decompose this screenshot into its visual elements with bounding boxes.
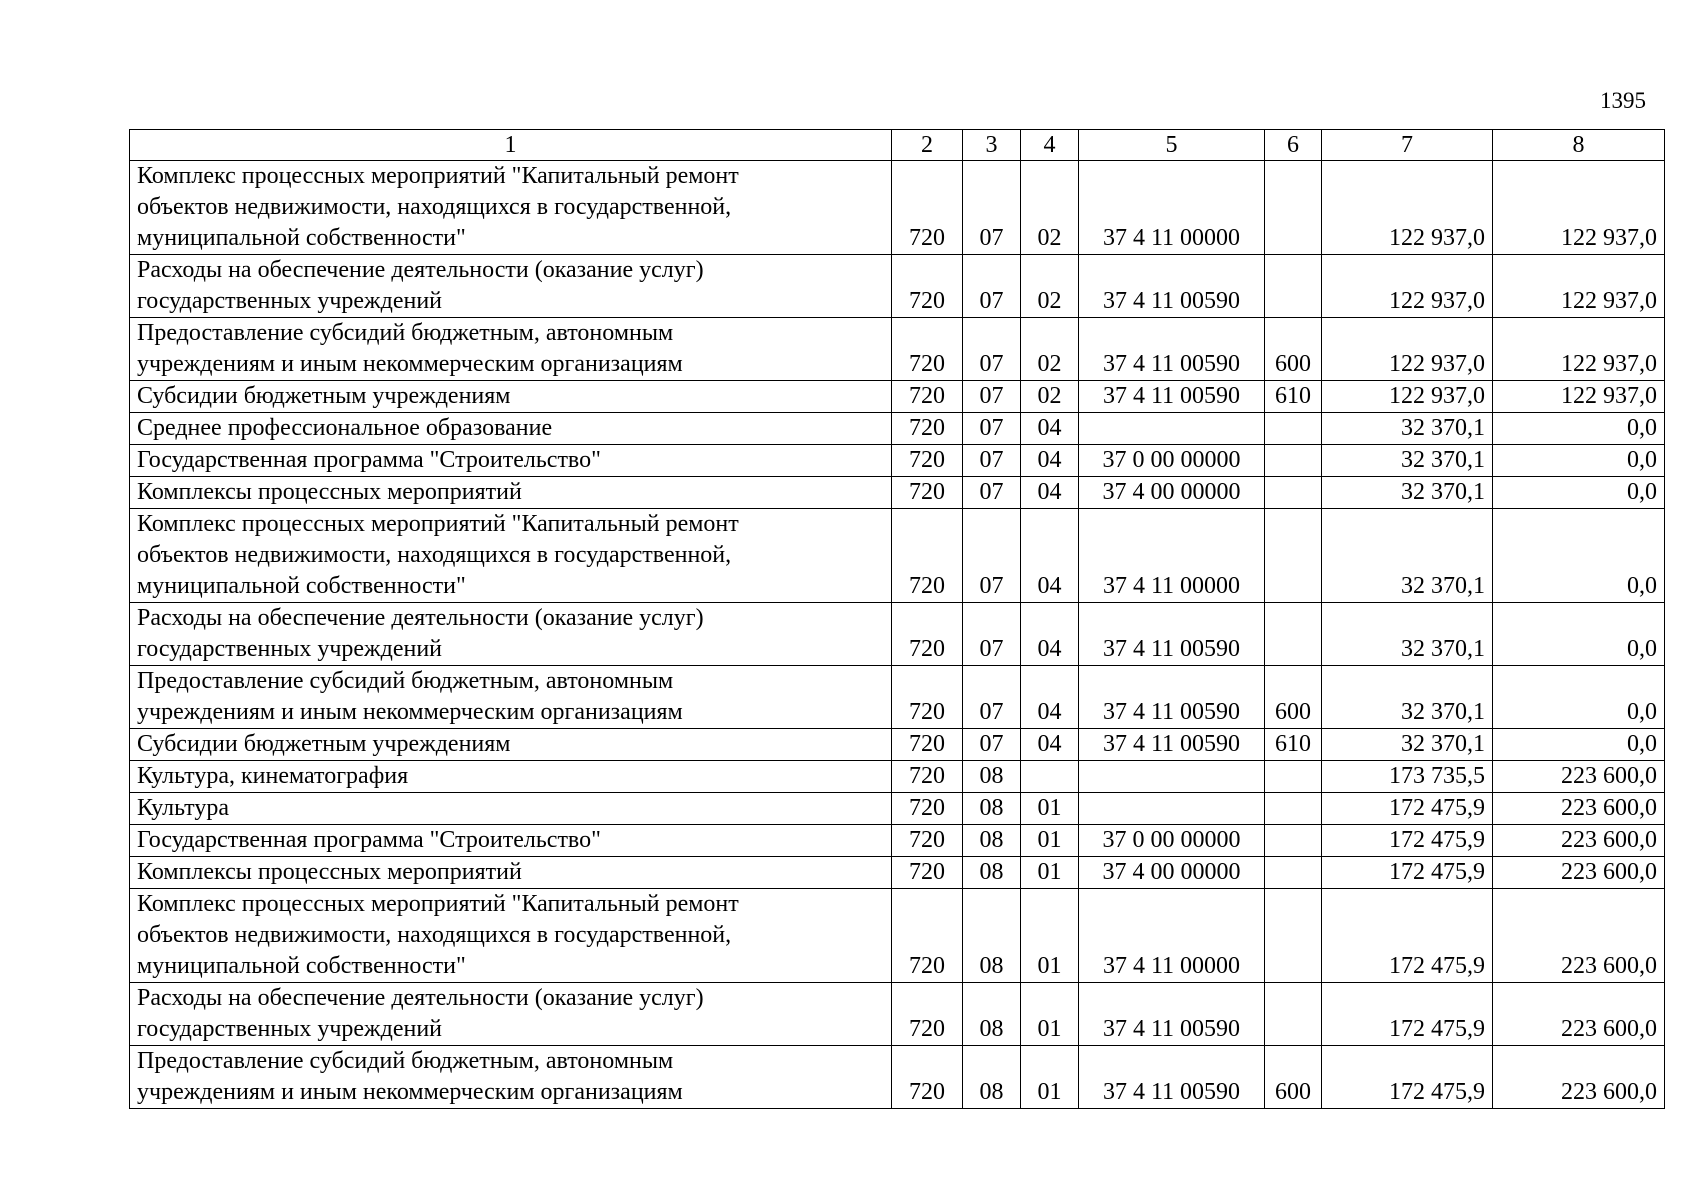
- cell-section: 08: [963, 889, 1021, 983]
- cell-amount-col7: 173 735,5: [1322, 761, 1493, 793]
- cell-amount-col8: 0,0: [1493, 603, 1665, 666]
- cell-name: [130, 445, 892, 477]
- cell-name-line: объектов недвижимости, находящихся в государственной,: [137, 542, 732, 568]
- cell-amount-col8: 0,0: [1493, 509, 1665, 603]
- cell-name-line: государственных учреждений: [137, 1016, 443, 1042]
- cell-amount-col7: 172 475,9: [1322, 983, 1493, 1046]
- cell-admin-code: 720: [892, 793, 963, 825]
- cell-expense-type: [1265, 857, 1322, 889]
- cell-subsection: 04: [1021, 509, 1079, 603]
- header-col-3: 3: [963, 130, 1021, 161]
- cell-subsection: 02: [1021, 381, 1079, 413]
- cell-expense-type: [1265, 983, 1322, 1046]
- cell-amount-col7: 32 370,1: [1322, 445, 1493, 477]
- cell-section: 08: [963, 825, 1021, 857]
- table-row: [130, 729, 1665, 761]
- cell-name: [130, 161, 892, 255]
- cell-amount-col7: 32 370,1: [1322, 603, 1493, 666]
- cell-amount-col7: 172 475,9: [1322, 889, 1493, 983]
- cell-admin-code: 720: [892, 857, 963, 889]
- header-col-8: 8: [1493, 130, 1665, 161]
- cell-name-line: Субсидии бюджетным учреждениям: [137, 731, 511, 757]
- cell-name: [130, 666, 892, 729]
- cell-admin-code: 720: [892, 761, 963, 793]
- cell-subsection: 04: [1021, 445, 1079, 477]
- cell-section: 07: [963, 318, 1021, 381]
- table-row: [130, 1046, 1665, 1109]
- cell-subsection: 01: [1021, 825, 1079, 857]
- cell-name-line: Комплексы процессных мероприятий: [137, 479, 522, 505]
- cell-name-line: Предоставление субсидий бюджетным, автономным: [137, 1048, 674, 1074]
- cell-name-line: муниципальной собственности": [137, 953, 466, 979]
- cell-name-line: Культура: [137, 795, 229, 821]
- cell-target-article: 37 0 00 00000: [1079, 825, 1265, 857]
- cell-target-article: 37 4 11 00590: [1079, 603, 1265, 666]
- cell-name: [130, 477, 892, 509]
- header-row: [130, 130, 1665, 161]
- cell-admin-code: 720: [892, 413, 963, 445]
- cell-amount-col7: 32 370,1: [1322, 509, 1493, 603]
- cell-name-line: объектов недвижимости, находящихся в государственной,: [137, 922, 732, 948]
- cell-name-line: Предоставление субсидий бюджетным, автономным: [137, 668, 674, 694]
- cell-expense-type: 610: [1265, 729, 1322, 761]
- cell-name: [130, 413, 892, 445]
- cell-admin-code: 720: [892, 666, 963, 729]
- cell-section: 07: [963, 509, 1021, 603]
- cell-section: 08: [963, 793, 1021, 825]
- cell-name-line: Комплексы процессных мероприятий: [137, 859, 522, 885]
- cell-name: [130, 825, 892, 857]
- cell-name-line: Расходы на обеспечение деятельности (оказание услуг): [137, 605, 704, 631]
- cell-section: 08: [963, 857, 1021, 889]
- cell-amount-col7: 122 937,0: [1322, 318, 1493, 381]
- cell-subsection: 02: [1021, 255, 1079, 318]
- cell-amount-col8: 0,0: [1493, 477, 1665, 509]
- header-col-7: 7: [1322, 130, 1493, 161]
- cell-name: [130, 729, 892, 761]
- cell-target-article: 37 4 11 00000: [1079, 889, 1265, 983]
- cell-target-article: 37 4 11 00590: [1079, 1046, 1265, 1109]
- cell-name-line: государственных учреждений: [137, 288, 443, 314]
- cell-admin-code: 720: [892, 318, 963, 381]
- cell-admin-code: 720: [892, 445, 963, 477]
- cell-section: 07: [963, 381, 1021, 413]
- cell-subsection: 01: [1021, 1046, 1079, 1109]
- cell-name: [130, 509, 892, 603]
- cell-admin-code: 720: [892, 381, 963, 413]
- table-row: [130, 318, 1665, 381]
- cell-admin-code: 720: [892, 1046, 963, 1109]
- cell-target-article: [1079, 793, 1265, 825]
- cell-name-line: Предоставление субсидий бюджетным, автономным: [137, 320, 674, 346]
- table-row: [130, 413, 1665, 445]
- cell-target-article: 37 4 11 00590: [1079, 983, 1265, 1046]
- cell-target-article: 37 4 00 00000: [1079, 477, 1265, 509]
- table-row: [130, 477, 1665, 509]
- cell-amount-col8: 122 937,0: [1493, 161, 1665, 255]
- table-row: [130, 857, 1665, 889]
- cell-expense-type: [1265, 825, 1322, 857]
- table-row: [130, 509, 1665, 603]
- cell-target-article: 37 4 11 00590: [1079, 381, 1265, 413]
- cell-expense-type: [1265, 793, 1322, 825]
- cell-expense-type: [1265, 889, 1322, 983]
- cell-amount-col8: 122 937,0: [1493, 381, 1665, 413]
- cell-subsection: 01: [1021, 793, 1079, 825]
- cell-amount-col8: 0,0: [1493, 666, 1665, 729]
- cell-section: 07: [963, 477, 1021, 509]
- cell-amount-col8: 223 600,0: [1493, 889, 1665, 983]
- cell-name: [130, 761, 892, 793]
- cell-name-line: государственных учреждений: [137, 636, 443, 662]
- header-col-1: 1: [130, 130, 892, 161]
- cell-name-line: муниципальной собственности": [137, 573, 466, 599]
- cell-name: [130, 318, 892, 381]
- cell-section: 07: [963, 729, 1021, 761]
- cell-amount-col7: 172 475,9: [1322, 857, 1493, 889]
- header-col-4: 4: [1021, 130, 1079, 161]
- cell-amount-col8: 223 600,0: [1493, 761, 1665, 793]
- cell-name: [130, 857, 892, 889]
- cell-amount-col8: 223 600,0: [1493, 983, 1665, 1046]
- cell-subsection: 02: [1021, 161, 1079, 255]
- cell-amount-col8: 122 937,0: [1493, 318, 1665, 381]
- table-header: [130, 130, 1665, 161]
- cell-amount-col8: 223 600,0: [1493, 1046, 1665, 1109]
- cell-target-article: 37 4 00 00000: [1079, 857, 1265, 889]
- table-row: [130, 825, 1665, 857]
- table-row: [130, 666, 1665, 729]
- cell-section: 08: [963, 983, 1021, 1046]
- cell-subsection: 04: [1021, 477, 1079, 509]
- cell-subsection: 04: [1021, 603, 1079, 666]
- cell-name-line: объектов недвижимости, находящихся в государственной,: [137, 194, 732, 220]
- cell-amount-col8: 223 600,0: [1493, 793, 1665, 825]
- cell-section: 07: [963, 413, 1021, 445]
- cell-name-line: Государственная программа "Строительство": [137, 827, 601, 853]
- header-col-6: 6: [1265, 130, 1322, 161]
- cell-name: [130, 793, 892, 825]
- cell-admin-code: 720: [892, 729, 963, 761]
- table-row: [130, 889, 1665, 983]
- cell-admin-code: 720: [892, 889, 963, 983]
- cell-subsection: 01: [1021, 983, 1079, 1046]
- cell-expense-type: 600: [1265, 318, 1322, 381]
- cell-target-article: 37 4 11 00590: [1079, 729, 1265, 761]
- cell-expense-type: 600: [1265, 666, 1322, 729]
- cell-amount-col7: 122 937,0: [1322, 161, 1493, 255]
- cell-name-line: Комплекс процессных мероприятий "Капитальный ремонт: [137, 511, 739, 537]
- cell-section: 08: [963, 761, 1021, 793]
- cell-admin-code: 720: [892, 255, 963, 318]
- cell-subsection: 01: [1021, 857, 1079, 889]
- cell-expense-type: [1265, 413, 1322, 445]
- cell-expense-type: [1265, 603, 1322, 666]
- cell-amount-col8: 122 937,0: [1493, 255, 1665, 318]
- table-row: [130, 381, 1665, 413]
- cell-expense-type: [1265, 255, 1322, 318]
- cell-amount-col8: 223 600,0: [1493, 825, 1665, 857]
- cell-expense-type: [1265, 161, 1322, 255]
- cell-name-line: муниципальной собственности": [137, 225, 466, 251]
- cell-section: 07: [963, 666, 1021, 729]
- table-row: [130, 793, 1665, 825]
- page-number: 1395: [1600, 88, 1646, 113]
- cell-name-line: Государственная программа "Строительство": [137, 447, 601, 473]
- cell-admin-code: 720: [892, 477, 963, 509]
- cell-expense-type: 610: [1265, 381, 1322, 413]
- cell-name-line: Культура, кинематография: [137, 763, 409, 789]
- cell-target-article: [1079, 761, 1265, 793]
- cell-name-line: Среднее профессиональное образование: [137, 415, 553, 441]
- cell-amount-col7: 172 475,9: [1322, 793, 1493, 825]
- budget-table: [129, 129, 1665, 1109]
- cell-admin-code: 720: [892, 983, 963, 1046]
- cell-name: [130, 381, 892, 413]
- table-row: [130, 161, 1665, 255]
- cell-expense-type: [1265, 445, 1322, 477]
- cell-amount-col7: 32 370,1: [1322, 413, 1493, 445]
- cell-admin-code: 720: [892, 161, 963, 255]
- cell-section: 08: [963, 1046, 1021, 1109]
- cell-subsection: 01: [1021, 889, 1079, 983]
- header-col-5: 5: [1079, 130, 1265, 161]
- cell-name-line: Расходы на обеспечение деятельности (оказание услуг): [137, 985, 704, 1011]
- cell-name: [130, 255, 892, 318]
- cell-amount-col7: 32 370,1: [1322, 477, 1493, 509]
- header-col-2: 2: [892, 130, 963, 161]
- table-row: [130, 603, 1665, 666]
- cell-name-line: Расходы на обеспечение деятельности (оказание услуг): [137, 257, 704, 283]
- cell-subsection: 04: [1021, 666, 1079, 729]
- cell-name-line: учреждениям и иным некоммерческим организациям: [137, 699, 683, 725]
- cell-amount-col8: 0,0: [1493, 445, 1665, 477]
- cell-amount-col7: 172 475,9: [1322, 825, 1493, 857]
- cell-expense-type: [1265, 477, 1322, 509]
- cell-amount-col8: 223 600,0: [1493, 857, 1665, 889]
- cell-name-line: учреждениям и иным некоммерческим организациям: [137, 1079, 683, 1105]
- cell-amount-col8: 0,0: [1493, 413, 1665, 445]
- cell-section: 07: [963, 445, 1021, 477]
- cell-target-article: [1079, 413, 1265, 445]
- cell-subsection: 04: [1021, 413, 1079, 445]
- cell-name: [130, 1046, 892, 1109]
- cell-section: 07: [963, 255, 1021, 318]
- table-row: [130, 445, 1665, 477]
- cell-name: [130, 983, 892, 1046]
- cell-admin-code: 720: [892, 603, 963, 666]
- cell-target-article: 37 4 11 00590: [1079, 255, 1265, 318]
- cell-name: [130, 889, 892, 983]
- cell-admin-code: 720: [892, 509, 963, 603]
- cell-section: 07: [963, 161, 1021, 255]
- cell-name-line: Комплекс процессных мероприятий "Капитальный ремонт: [137, 891, 739, 917]
- cell-expense-type: [1265, 761, 1322, 793]
- cell-target-article: 37 4 11 00000: [1079, 161, 1265, 255]
- cell-expense-type: 600: [1265, 1046, 1322, 1109]
- cell-amount-col7: 32 370,1: [1322, 666, 1493, 729]
- cell-amount-col8: 0,0: [1493, 729, 1665, 761]
- cell-target-article: 37 4 11 00590: [1079, 318, 1265, 381]
- cell-admin-code: 720: [892, 825, 963, 857]
- table-row: [130, 983, 1665, 1046]
- cell-subsection: [1021, 761, 1079, 793]
- cell-amount-col7: 172 475,9: [1322, 1046, 1493, 1109]
- cell-section: 07: [963, 603, 1021, 666]
- cell-name: [130, 603, 892, 666]
- cell-name-line: Субсидии бюджетным учреждениям: [137, 383, 511, 409]
- cell-expense-type: [1265, 509, 1322, 603]
- cell-amount-col7: 32 370,1: [1322, 729, 1493, 761]
- cell-target-article: 37 4 11 00000: [1079, 509, 1265, 603]
- cell-subsection: 04: [1021, 729, 1079, 761]
- cell-name-line: учреждениям и иным некоммерческим организациям: [137, 351, 683, 377]
- cell-target-article: 37 4 11 00590: [1079, 666, 1265, 729]
- cell-amount-col7: 122 937,0: [1322, 255, 1493, 318]
- table-body: [130, 161, 1665, 1109]
- table-row: [130, 761, 1665, 793]
- cell-amount-col7: 122 937,0: [1322, 381, 1493, 413]
- cell-target-article: 37 0 00 00000: [1079, 445, 1265, 477]
- cell-subsection: 02: [1021, 318, 1079, 381]
- cell-name-line: Комплекс процессных мероприятий "Капитальный ремонт: [137, 163, 739, 189]
- table-row: [130, 255, 1665, 318]
